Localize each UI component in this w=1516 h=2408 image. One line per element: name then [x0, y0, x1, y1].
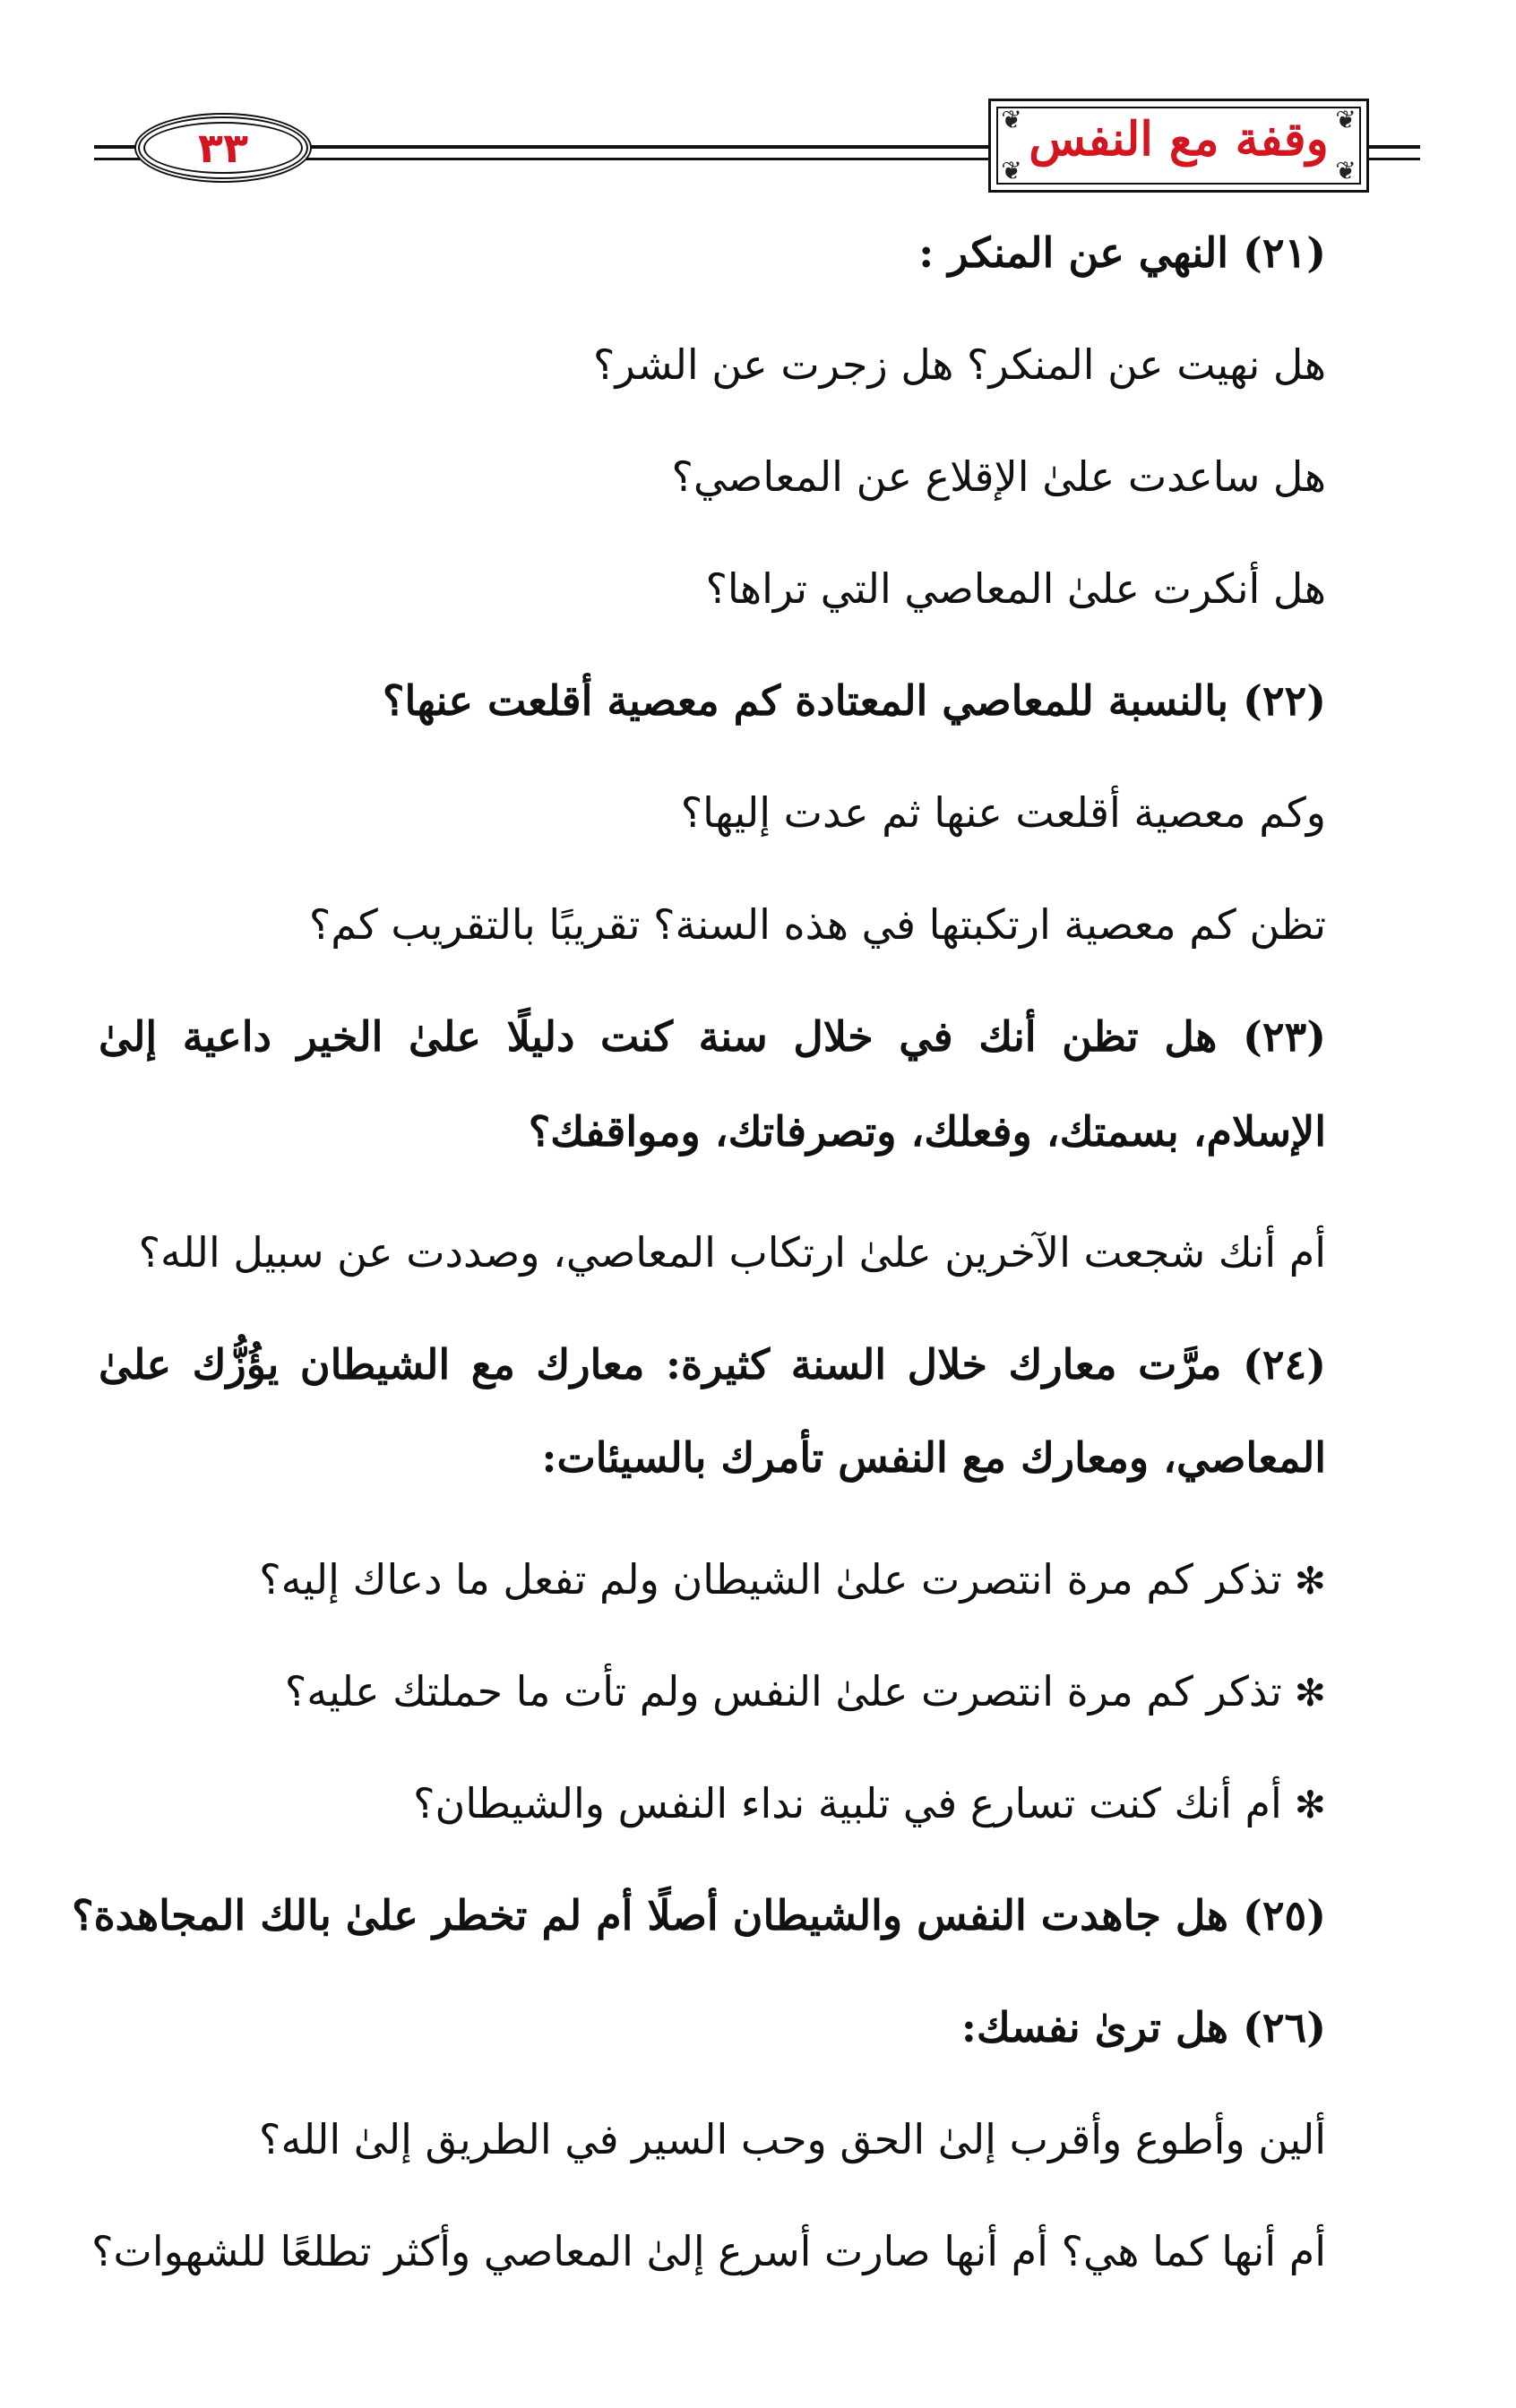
- text-line: [99, 226, 1326, 280]
- ornament-icon: ❦: [1001, 156, 1022, 185]
- line-text: أم أنها كما هي؟ أم أنها صارت أسرع إلىٰ المعاصي وأكثر تطلعًا للشهوات؟: [91, 2227, 1326, 2275]
- line-text: (٢٥) هل جاهدت النفس والشيطان أصلًا أم لم تخطر علىٰ بالك المجاهدة؟: [72, 1891, 1326, 1939]
- bullet-star-icon: ✻: [1294, 1671, 1326, 1715]
- text-line: [72, 1888, 1326, 1942]
- line-text: تذكر كم مرة انتصرت علىٰ النفس ولم تأت ما حملتك عليه؟: [284, 1667, 1282, 1716]
- line-text: الإسلام، بسمتك، وفعلك، وتصرفاتك، ومواقفك؟: [528, 1107, 1326, 1156]
- text-line: [99, 1552, 1326, 1608]
- page-number-badge: [134, 113, 312, 183]
- line-text: (٢٣) هل تظن أنك في خلال سنة كنت دليلًا علىٰ الخير داعية إلىٰ: [99, 1012, 1326, 1061]
- line-text: (٢٦) هل ترىٰ نفسك:: [960, 2003, 1326, 2051]
- text-line: [99, 450, 1326, 503]
- line-text: تذكر كم مرة انتصرت علىٰ الشيطان ولم تفعل ما دعاك إليه؟: [259, 1555, 1282, 1604]
- line-text: أم أنك شجعت الآخرين علىٰ ارتكاب المعاصي، وصددت عن سبيل الله؟: [138, 1228, 1326, 1277]
- text-line: [99, 674, 1326, 727]
- text-line: [99, 1010, 1326, 1063]
- page-header: [0, 0, 1516, 224]
- line-text: (٢٤) مرَّت معارك خلال السنة كثيرة: معارك مع الشيطان يؤُزُّك علىٰ: [99, 1340, 1326, 1389]
- line-text: ألين وأطوع وأقرب إلىٰ الحق وحب السير في الطريق إلىٰ الله؟: [259, 2115, 1326, 2163]
- line-text: هل نهيت عن المنكر؟ هل زجرت عن الشر؟: [593, 340, 1326, 389]
- line-text: هل أنكرت علىٰ المعاصي التي تراها؟: [705, 564, 1326, 613]
- text-line: [99, 2000, 1326, 2054]
- bullet-star-icon: ✻: [1294, 1783, 1326, 1827]
- text-line: [99, 1664, 1326, 1720]
- line-text: (٢٢) بالنسبة للمعاصي المعتادة كم معصية أقلعت عنها؟: [383, 676, 1326, 725]
- ornament-icon: ❦: [1335, 105, 1357, 134]
- text-line: [99, 786, 1326, 839]
- text-line: [99, 1337, 1326, 1391]
- text-line: [99, 898, 1326, 951]
- text-line: [99, 1226, 1326, 1279]
- line-text: أم أنك كنت تسارع في تلبية نداء النفس والشيطان؟: [413, 1779, 1282, 1828]
- bullet-star-icon: ✻: [1294, 1559, 1326, 1603]
- line-text: تظن كم معصية ارتكبتها في هذه السنة؟ تقريبًا بالتقريب كم؟: [308, 900, 1326, 949]
- text-line: [99, 1431, 1326, 1484]
- text-line: [91, 2224, 1326, 2278]
- text-line: [99, 1776, 1326, 1832]
- line-text: هل ساعدت علىٰ الإقلاع عن المعاصي؟: [671, 452, 1326, 501]
- line-text: المعاصي، ومعارك مع النفس تأمرك بالسيئات:: [541, 1433, 1326, 1482]
- page-number: ٣٣: [197, 124, 249, 172]
- line-text: (٢١) النهي عن المنكر :: [918, 228, 1326, 277]
- running-title: وقفة مع النفس: [1029, 112, 1329, 167]
- ornament-icon: ❦: [1335, 156, 1357, 185]
- line-text: وكم معصية أقلعت عنها ثم عدت إليها؟: [680, 788, 1326, 837]
- text-line: [99, 562, 1326, 615]
- text-line: [99, 338, 1326, 391]
- running-title-frame: [988, 99, 1369, 193]
- text-line: [99, 2112, 1326, 2166]
- ornament-icon: ❦: [1001, 105, 1022, 134]
- text-line: [99, 1105, 1326, 1158]
